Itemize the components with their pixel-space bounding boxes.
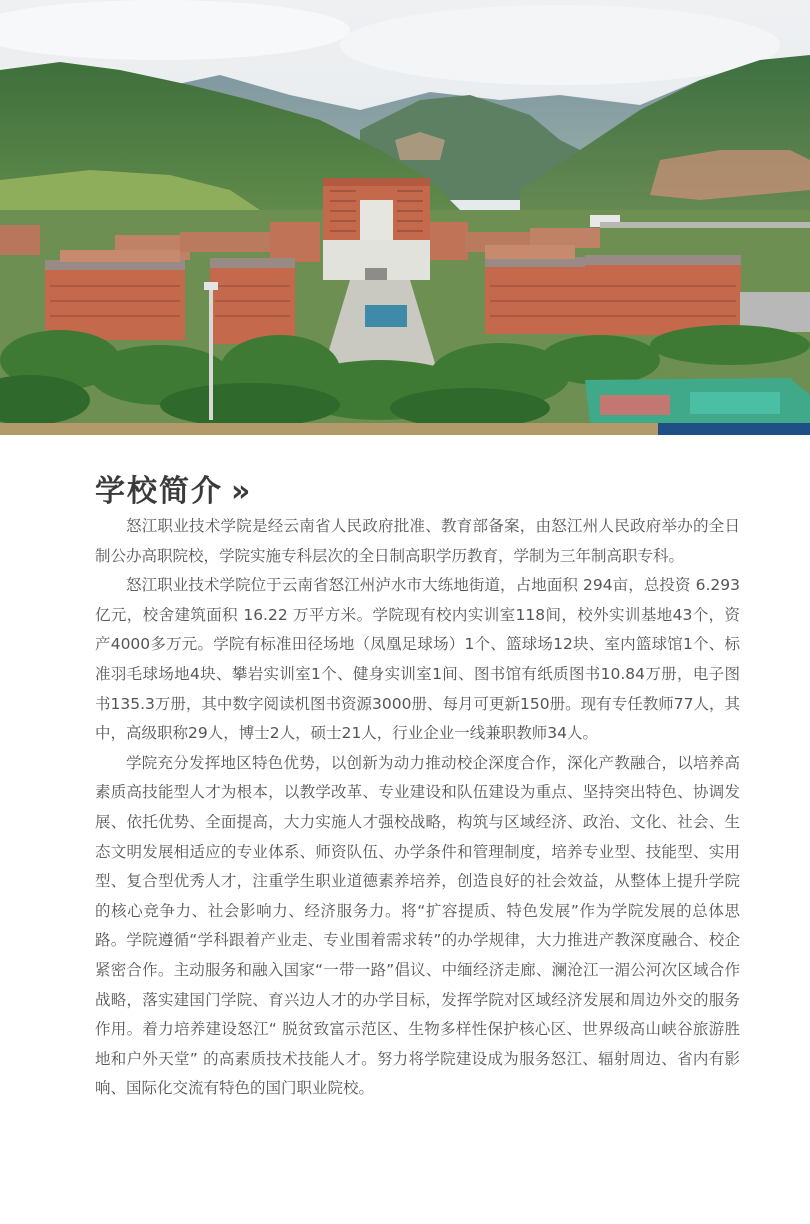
paragraph: 怒江职业技术学院位于云南省怒江州泸水市大练地街道，占地面积 294亩，总投资 6.293 亿元，校舍建筑面积 16.22 万平方米。学院现有校内实训室118间，校外实训基地43个，资产4000多万元。学院有标准田径场地（凤凰足球场）1个、篮球场12块、室内篮球馆1个、标准羽毛球场地4块、攀岩实训室1个、健身实训室1间、图书馆有纸质图书10.84万册，电子图书135.3万册，其中数字阅读机图书资源3000册、每月可更新150册。现有专任教师77人，其中，高级职称29人，博士2人，硕士21人，行业企业一线兼职教师34人。	[95, 576, 740, 743]
intro-body	[95, 512, 740, 1104]
section-title: 学校简介	[95, 474, 223, 509]
chevron-right-icon: »	[231, 474, 253, 509]
paragraph: 怒江职业技术学院是经云南省人民政府批准、教育部备案，由怒江州人民政府举办的全日制公办高职院校，学院实施专科层次的全日制高职学历教育，学制为三年制高职专科。	[95, 517, 740, 565]
campus-aerial-photo	[0, 0, 810, 423]
accent-bar-blue	[658, 423, 810, 435]
paragraph: 学院充分发挥地区特色优势，以创新为动力推动校企深度合作，深化产教融合，以培养高素质高技能型人才为根本，以教学改革、专业建设和队伍建设为重点、坚持突出特色、协调发展、依托优势、全面提高，大力实施人才强校战略，构筑与区域经济、政治、文化、社会、生态文明发展相适应的专业体系、师资队伍、办学条件和管理制度，培养专业型、技能型、实用型、复合型优秀人才，注重学生职业道德素养培养，创造良好的社会效益，从整体上提升学院的核心竞争力、社会影响力、经济服务力。将“扩容提质、特色发展”作为学院发展的总体思路。学院遵循“学科跟着产业走、专业围着需求转”的办学规律，大力推进产教深度融合、校企紧密合作。主动服务和融入国家“一带一路”倡议、中缅经济走廊、澜沧江一湄公河次区域合作战略，落实建国门学院、育兴边人才的办学目标，发挥学院对区域经济发展和周边外交的服务作用。着力培养建设怒江“ 脱贫致富示范区、生物多样性保护核心区、世界级高山峡谷旅游胜地和户外天堂” 的高素质技术技能人才。努力将学院建设成为服务怒江、辐射周边、省内有影响、国际化交流有特色的国门职业院校。	[95, 753, 740, 1098]
section-heading	[95, 466, 252, 510]
accent-bar-gold	[0, 423, 658, 435]
